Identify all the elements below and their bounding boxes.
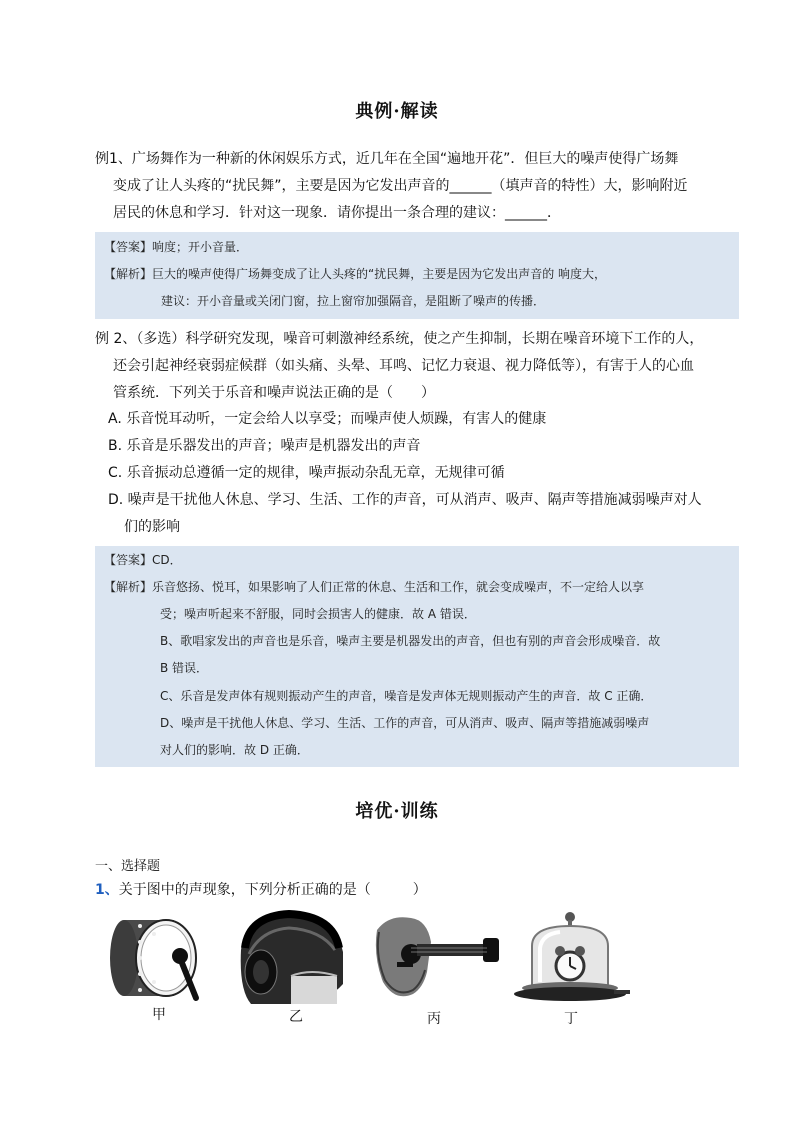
bell-jar-alarm-clock-icon [510, 910, 636, 1006]
example2-line3: 管系统．下列关于乐音和噪声说法正确的是（ ） [113, 385, 435, 401]
example2-option-c: C. 乐音振动总遵循一定的规律，噪声振动杂乱无章，无规律可循 [108, 465, 505, 481]
drum-icon [104, 912, 206, 1004]
answer1-answer: 【答案】响度；开小音量． [104, 240, 249, 254]
caption-yi: 乙 [289, 1009, 303, 1025]
section-title-examples: 典例·解读 [355, 101, 439, 122]
question1-text: 关于图中的声现象，下列分析正确的是（ ） [118, 882, 427, 898]
example2-option-d-line2: 们的影响 [124, 519, 180, 535]
example2-option-a: A. 乐音悦耳动听，一定会给人以享受；而噪声使人烦躁，有害人的健康 [108, 411, 547, 427]
answer2-analysis-line7: 对人们的影响．故 D 正确． [160, 743, 309, 757]
section-title-training: 培优·训练 [355, 801, 439, 822]
example2-option-b: B. 乐音是乐器发出的声音；噪声是机器发出的声音 [108, 438, 421, 454]
caption-bing: 丙 [427, 1011, 441, 1027]
example2-line1: 例 2、（多选）科学研究发现，噪音可刺激神经系统，使之产生抑制，长期在噪音环境下工作的人， [95, 331, 704, 347]
headphones-icon [231, 910, 349, 1006]
guitar-icon [371, 910, 501, 1002]
answer2-analysis-line6: D、噪声是干扰他人休息、学习、生活、工作的声音，可从消声、吸声、隔声等措施减弱噪声 [160, 716, 650, 730]
example2-option-d-line1: D. 噪声是干扰他人休息、学习、生活、工作的声音，可从消声、吸声、隔声等措施减弱噪声对人 [108, 492, 702, 508]
question1 [95, 877, 427, 904]
example1-line1: 例1、广场舞作为一种新的休闲娱乐方式，近几年在全国“遍地开花”．但巨大的噪声使得广场舞 [95, 151, 679, 167]
answer2-analysis-line5: C、乐音是发声体有规则振动产生的声音，噪音是发声体无规则振动产生的声音．故 C 正确． [160, 689, 653, 703]
caption-ding: 丁 [564, 1011, 578, 1027]
answer2-analysis-line4: B 错误． [160, 661, 209, 675]
answer2-answer: 【答案】CD． [104, 553, 182, 567]
example2-line2: 还会引起神经衰弱症候群（如头痛、头晕、耳鸣、记忆力衰退、视力降低等），有害于人的心血 [113, 358, 694, 374]
answer1-analysis-line2: 建议：开小音量或关闭门窗，拉上窗帘加强隔音，是阻断了噪声的传播． [161, 294, 546, 308]
question1-number: 1、 [95, 882, 119, 898]
example1-line3: 居民的休息和学习．针对这一现象．请你提出一条合理的建议：______． [113, 205, 561, 221]
example1-line2: 变成了让人头疼的“扰民舞”，主要是因为它发出声音的______（填声音的特性）大，影响附近 [113, 178, 688, 194]
answer1-analysis-line1: 【解析】巨大的噪声使得广场舞变成了让人头疼的“扰民舞，主要是因为它发出声音的 响度大， [104, 267, 607, 281]
answer2-analysis-line2: 受；噪声听起来不舒服，同时会损害人的健康．故 A 错误． [160, 607, 476, 621]
answer2-analysis-line3: B、歌唱家发出的声音也是乐音，噪声主要是机器发出的声音，但也有别的声音会形成噪音．故 [160, 634, 661, 648]
part-heading: 一、选择题 [95, 859, 161, 874]
answer2-analysis-line1: 【解析】乐音悠扬、悦耳，如果影响了人们正常的休息、生活和工作，就会变成噪声，不一定给人以享 [104, 580, 645, 594]
caption-jia: 甲 [152, 1007, 166, 1023]
